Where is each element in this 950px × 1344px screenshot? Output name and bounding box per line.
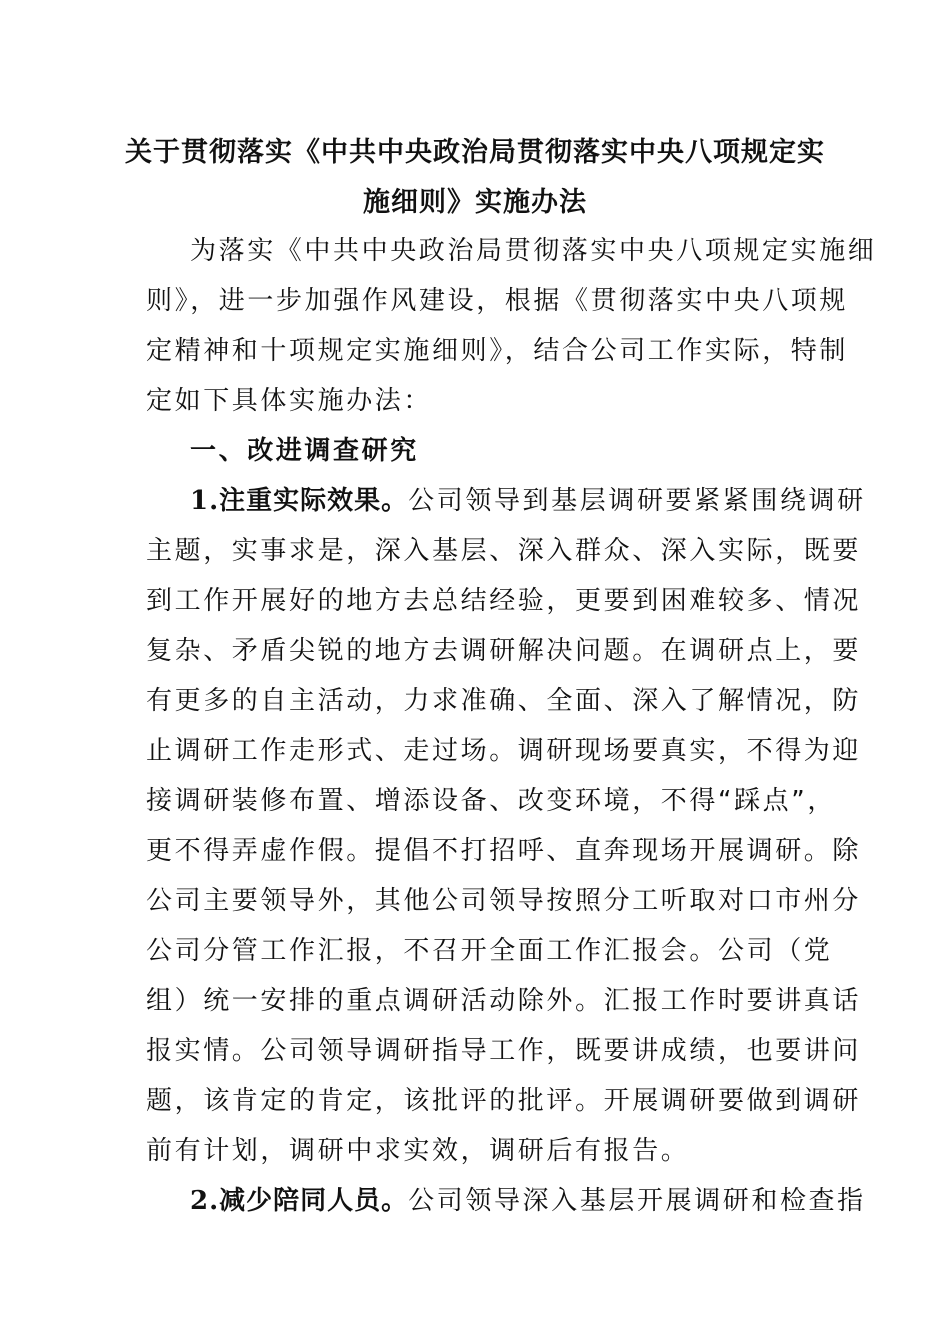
document-title-line-1: 关于贯彻落实《中共中央政治局贯彻落实中央八项规定实 (125, 137, 825, 168)
item-2-lead: 2.减少陪同人员。 (190, 1186, 409, 1216)
item-1-line: 公司分管工作汇报，不召开全面工作汇报会。公司（党 (146, 936, 833, 966)
item-1-line: 到工作开展好的地方去总结经验，更要到困难较多、情况 (146, 586, 862, 616)
item-1-line: 止调研工作走形式、走过场。调研现场要真实，不得为迎 (146, 736, 862, 766)
item-1-line: 主题，实事求是，深入基层、深入群众、深入实际，既要 (146, 536, 862, 566)
item-1-line: 更不得弄虚作假。提倡不打招呼、直奔现场开展调研。除 (146, 836, 862, 866)
item-1-line: 公司主要领导外，其他公司领导按照分工听取对口市州分 (146, 886, 862, 916)
item-1-line: 接调研装修布置、增添设备、改变环境，不得“踩点”， (146, 786, 836, 816)
intro-paragraph-line: 定精神和十项规定实施细则》，结合公司工作实际，特制 (146, 336, 849, 366)
item-1-lead: 1.注重实际效果。 (190, 486, 409, 516)
intro-paragraph-line: 为落实《中共中央政治局贯彻落实中央八项规定实施细 (190, 236, 877, 266)
document-title-line-2: 施细则》实施办法 (363, 187, 587, 218)
item-1-line: 前有计划，调研中求实效，调研后有报告。 (146, 1136, 690, 1166)
item-1-first-line (190, 476, 866, 526)
item-1-line: 报实情。公司领导调研指导工作，既要讲成绩，也要讲问 (146, 1036, 862, 1066)
intro-paragraph-line: 则》，进一步加强作风建设，根据《贯彻落实中央八项规 (146, 286, 849, 316)
item-1-line: 复杂、矛盾尖锐的地方去调研解决问题。在调研点上，要 (146, 636, 862, 666)
item-1-line: 题，该肯定的肯定，该批评的批评。开展调研要做到调研 (146, 1086, 862, 1116)
item-1-first-text: 公司领导到基层调研要紧紧围绕调研 (408, 486, 866, 516)
section-heading: 一、改进调查研究 (190, 436, 419, 466)
item-1-line: 有更多的自主活动，力求准确、全面、深入了解情况，防 (146, 686, 862, 716)
item-2-first-line (190, 1176, 866, 1226)
item-1-line: 组）统一安排的重点调研活动除外。汇报工作时要讲真话 (146, 986, 862, 1016)
item-2-first-text: 公司领导深入基层开展调研和检查指 (408, 1186, 866, 1216)
intro-paragraph-line: 定如下具体实施办法： (146, 386, 433, 416)
